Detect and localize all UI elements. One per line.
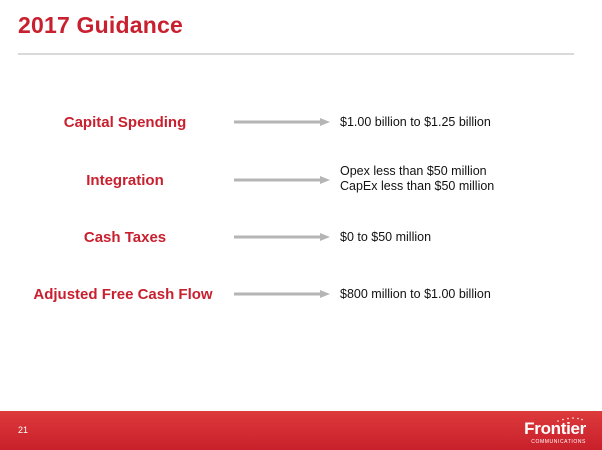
guidance-value (340, 115, 491, 130)
logo-tagline: COMMUNICATIONS (531, 439, 586, 445)
frontier-logo (510, 416, 586, 446)
title-divider (18, 53, 574, 55)
arrow-icon (234, 289, 330, 299)
footer-bar (0, 411, 602, 450)
guidance-label: Cash Taxes (83, 229, 167, 246)
guidance-value (340, 164, 494, 194)
page-number: 21 (18, 425, 29, 435)
logo-wordmark: Frontier (524, 419, 586, 438)
guidance-value-line: $1.00 billion to $1.25 billion (340, 115, 491, 129)
guidance-value-line: $800 million to $1.00 billion (340, 287, 491, 301)
guidance-value (340, 230, 431, 245)
guidance-value-line: CapEx less than $50 million (340, 179, 495, 193)
guidance-label: Integration (86, 172, 164, 189)
arrow-icon (234, 117, 330, 127)
guidance-label: Capital Spending (63, 114, 187, 131)
arrow-icon (234, 175, 330, 185)
slide-title: 2017 Guidance (18, 12, 183, 38)
guidance-label: Adjusted Free Cash Flow (33, 286, 213, 303)
guidance-value (340, 287, 491, 302)
guidance-value-line: $0 to $50 million (340, 230, 432, 244)
arrow-icon (234, 232, 330, 242)
guidance-value-line: Opex less than $50 million (340, 164, 487, 178)
